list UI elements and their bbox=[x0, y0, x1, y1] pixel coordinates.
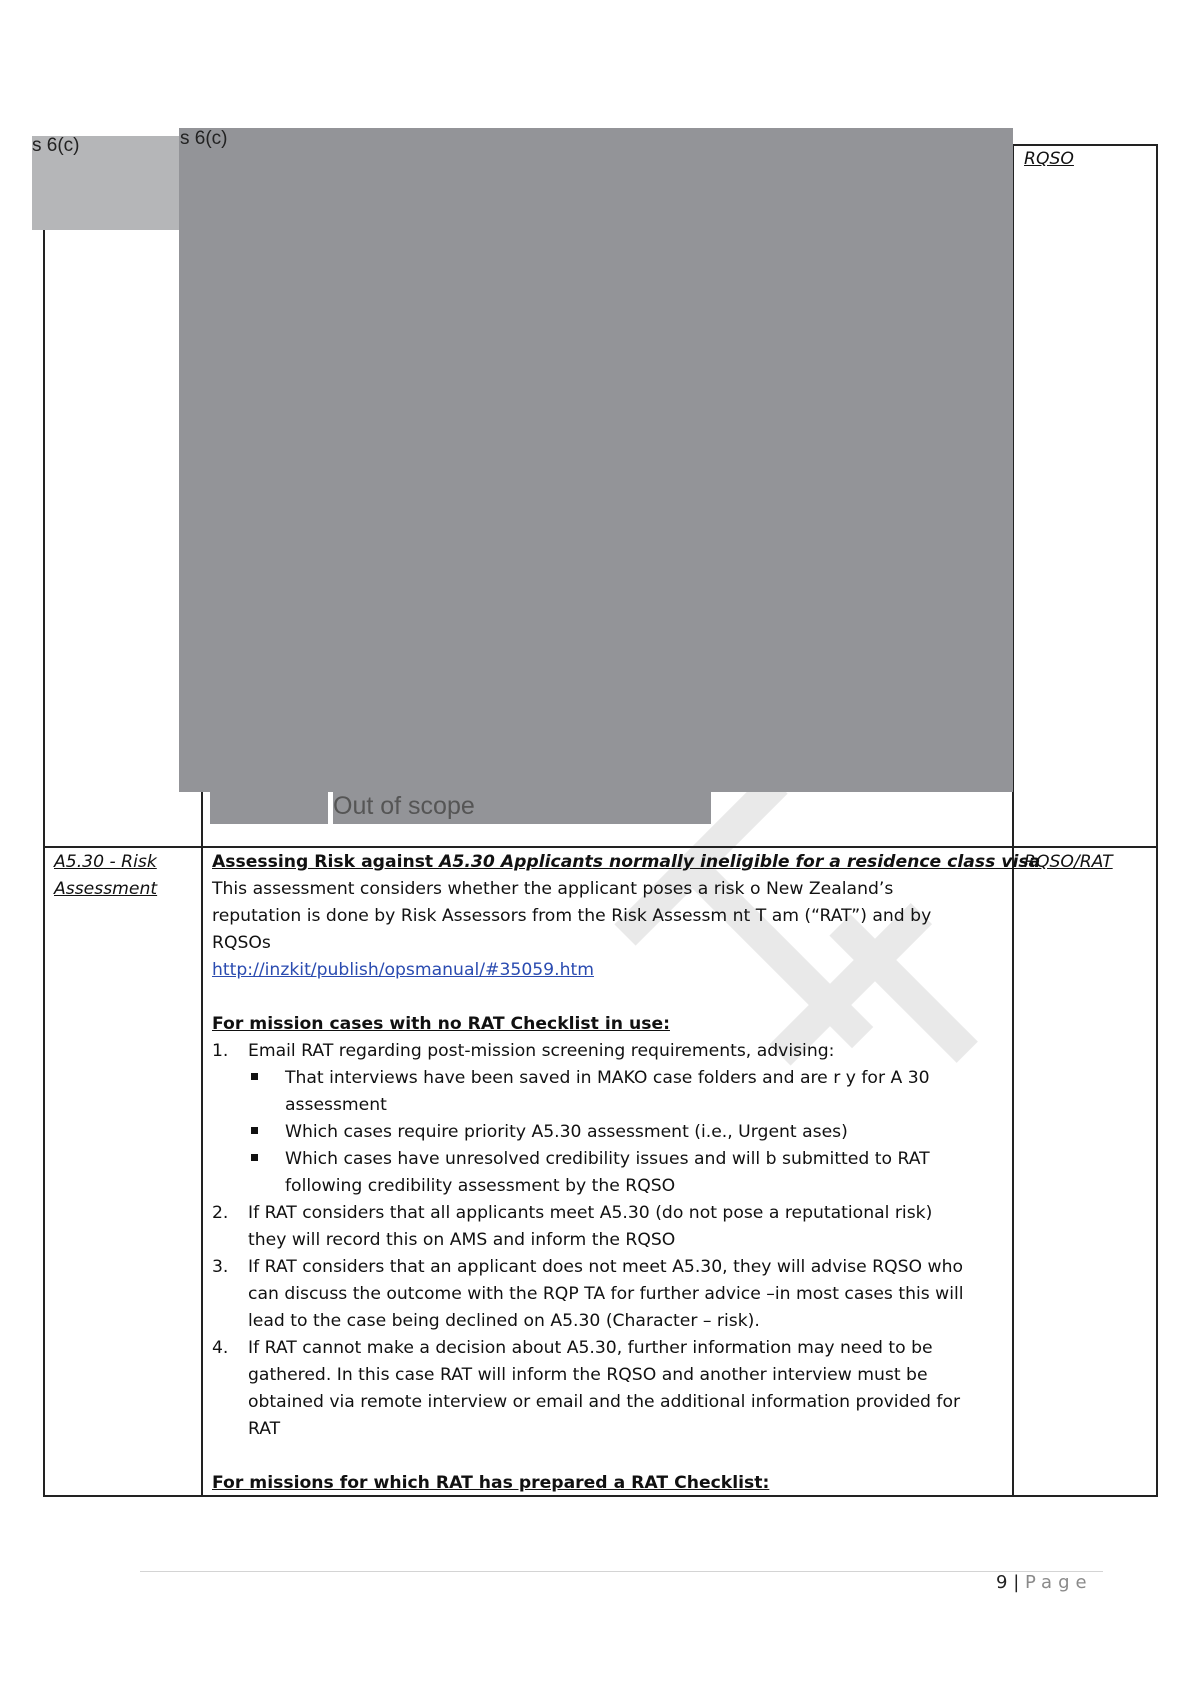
page-separator: | bbox=[1013, 1572, 1020, 1593]
out-of-scope-label: Out of scope bbox=[333, 792, 475, 820]
row2-responsible-cell: RQSO/RAT bbox=[1024, 852, 1113, 872]
bullet-text: That interviews have been saved in MAKO case folders and are r y for A 30 bbox=[285, 1068, 930, 1088]
footer-divider bbox=[140, 1571, 1103, 1572]
bullet-square-icon bbox=[251, 1073, 258, 1080]
intro-line: RQSOs bbox=[212, 933, 271, 953]
list-item-text: can discuss the outcome with the RQP TA for further advice –in most cases this will bbox=[248, 1284, 964, 1304]
list-item-text: they will record this on AMS and inform the RQSO bbox=[248, 1230, 676, 1250]
row2-heading bbox=[212, 849, 1040, 876]
redaction-block bbox=[179, 128, 1013, 792]
intro-line: This assessment considers whether the applicant poses a risk o New Zealand’s bbox=[212, 879, 894, 899]
bullet-square-icon bbox=[251, 1127, 258, 1134]
list-item-text: Email RAT regarding post-mission screening requirements, advising: bbox=[248, 1041, 835, 1061]
redaction-label: s 6(c) bbox=[32, 135, 80, 156]
bullet-text: following credibility assessment by the RQSO bbox=[285, 1176, 676, 1196]
redaction-block bbox=[210, 792, 328, 824]
bullet-text: Which cases have unresolved credibility issues and will b submitted to RAT bbox=[285, 1149, 930, 1169]
list-number: 1. bbox=[212, 1041, 229, 1061]
list-item-text: If RAT considers that an applicant does not meet A5.30, they will advise RQSO who bbox=[248, 1257, 963, 1277]
intro-line: reputation is done by Risk Assessors from the Risk Assessm nt T am (“RAT”) and by bbox=[212, 906, 932, 926]
bullet-text: assessment bbox=[285, 1095, 387, 1115]
list-item-text: obtained via remote interview or email and the additional information provided for bbox=[248, 1392, 961, 1412]
page-number: 9 bbox=[996, 1572, 1008, 1593]
ops-manual-link[interactable]: http://inzkit/publish/opsmanual/#35059.htm bbox=[212, 960, 594, 980]
heading-italic: A5.30 Applicants normally ineligible for a residence class visa bbox=[439, 852, 1041, 872]
row2-label-line2: Assessment bbox=[54, 879, 158, 899]
row2-label-line1: A5.30 - Risk bbox=[54, 852, 157, 872]
list-number: 2. bbox=[212, 1203, 229, 1223]
list-number: 4. bbox=[212, 1338, 229, 1358]
list-item-text: gathered. In this case RAT will inform the RQSO and another interview must be bbox=[248, 1365, 928, 1385]
bullet-text: Which cases require priority A5.30 assessment (i.e., Urgent ases) bbox=[285, 1122, 848, 1142]
list-number: 3. bbox=[212, 1257, 229, 1277]
page-footer bbox=[996, 1572, 1093, 1593]
heading-prefix: Assessing Risk against bbox=[212, 852, 440, 872]
page-word: Page bbox=[1025, 1572, 1093, 1593]
list-item-text: If RAT cannot make a decision about A5.30, further information may need to be bbox=[248, 1338, 933, 1358]
list-item-text: lead to the case being declined on A5.30 (Character – risk). bbox=[248, 1311, 760, 1331]
list-item-text: RAT bbox=[248, 1419, 281, 1439]
redaction-label: s 6(c) bbox=[180, 128, 228, 149]
bullet-square-icon bbox=[251, 1154, 258, 1161]
row1-responsible-cell: RQSO bbox=[1024, 149, 1074, 169]
section-heading-no-checklist: For mission cases with no RAT Checklist in use: bbox=[212, 1014, 670, 1034]
section-heading-with-checklist: For missions for which RAT has prepared a RAT Checklist: bbox=[212, 1473, 770, 1493]
list-item-text: If RAT considers that all applicants meet A5.30 (do not pose a reputational risk) bbox=[248, 1203, 933, 1223]
